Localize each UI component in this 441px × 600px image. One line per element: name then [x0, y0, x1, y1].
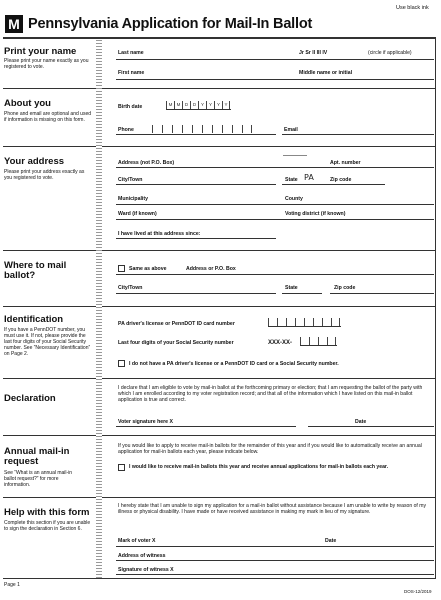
section-divider [3, 497, 436, 498]
birth-date-line [166, 109, 231, 110]
ssn-label: Last four digits of your Social Security number [118, 340, 234, 346]
mark-of-voter-label: Mark of voter X [118, 538, 156, 544]
annual-section-title: Annual mail-in request [4, 446, 70, 467]
birth-date-label: Birth date [118, 104, 143, 110]
address-section-desc: Please print your address exactly as you registered to vote. [4, 169, 85, 181]
ssn-cell [309, 337, 318, 345]
voter-signature-line[interactable] [116, 426, 296, 427]
district-label: Voting district (if known) [285, 211, 346, 217]
middle-name-label: Middle name or initial [299, 70, 353, 76]
phone-cell [192, 125, 202, 133]
mail-zip-label: Zip code [334, 285, 356, 291]
m-badge: M [5, 15, 23, 33]
last-name-line [116, 59, 434, 60]
dl-cell [295, 318, 304, 326]
section-divider [3, 88, 436, 89]
mail-state-line[interactable] [282, 293, 322, 294]
dl-cell [331, 318, 340, 326]
about-section-desc: Phone and email are optional and used if information is missing on this form. [4, 111, 92, 123]
mail-address-line[interactable] [116, 274, 434, 275]
mail-city-line[interactable] [116, 293, 276, 294]
address-scribble [283, 155, 307, 156]
annual-checkbox[interactable] [118, 464, 125, 471]
witness-signature-label: Signature of witness X [118, 567, 174, 573]
state-value[interactable]: PA [304, 173, 314, 182]
dl-cell [268, 318, 277, 326]
mail-section-title: Where to mail ballot? [4, 260, 67, 281]
dl-label: PA driver's license or PennDOT ID card number [118, 321, 235, 327]
date-cell: M [166, 101, 174, 109]
date-cell: M [174, 101, 182, 109]
phone-cell [152, 125, 162, 133]
help-section-title: Help with this form [4, 507, 90, 518]
no-id-checkbox[interactable] [118, 360, 125, 367]
ssn-cell [300, 337, 309, 345]
date-cell: Y [222, 101, 230, 109]
phone-cell [202, 125, 212, 133]
section-divider [3, 378, 436, 379]
phone-cell [212, 125, 222, 133]
ssn-line [300, 345, 337, 346]
last-name-label: Last name [118, 50, 144, 56]
dl-cell [277, 318, 286, 326]
annual-section-desc: See “What is an annual mail-in ballot request?” for more information. [4, 470, 73, 488]
phone-cell [232, 125, 242, 133]
help-date-label: Date [325, 538, 337, 544]
date-cell: D [190, 101, 198, 109]
mail-city-label: City/Town [118, 285, 143, 291]
email-line[interactable] [282, 134, 434, 135]
phone-cell [162, 125, 172, 133]
column-separator [96, 39, 102, 578]
ssn-cell [327, 337, 336, 345]
header-rule [3, 37, 436, 39]
help-section-desc: Complete this section if you are unable to sign the declaration in Section 6. [4, 520, 91, 532]
dl-cell [304, 318, 313, 326]
same-as-above-checkbox[interactable] [118, 265, 125, 272]
zip-label: Zip code [330, 177, 352, 183]
section-divider [3, 306, 436, 307]
same-as-above-label: Same as above [129, 266, 167, 272]
annual-check-label: I would like to receive mail-in ballots this year and receive annual applications for mail-in ballots each year. [129, 464, 389, 470]
address-section-title: Your address [4, 156, 65, 167]
ssn-mask: XXX-XX- [268, 340, 293, 346]
municipality-line[interactable] [116, 204, 434, 205]
lived-since-label: I have lived at this address since: [118, 231, 201, 237]
mail-state-label: State [285, 285, 298, 291]
phone-line [116, 134, 276, 135]
voter-signature-label: Voter signature here X [118, 419, 173, 425]
no-id-label: I do not have a PA driver's license or a PennDOT ID card or a Social Security number. [129, 361, 339, 367]
email-label: Email [284, 127, 298, 133]
annual-text: If you would like to apply to receive mail-in ballots for the remainder of this year and if you would like to automatically receive an annual application for mail-in ballots each year, please indicate below. [118, 443, 422, 456]
name-section-desc: Please print your name exactly as you registered to vote. [4, 58, 89, 70]
phone-cell [222, 125, 232, 133]
mail-address-label: Address or P.O. Box [186, 266, 236, 272]
declaration-date-label: Date [355, 419, 367, 425]
apt-label: Apt. number [330, 160, 361, 166]
section-divider [3, 250, 436, 251]
dl-boxes[interactable] [268, 318, 340, 326]
section-divider [3, 435, 436, 436]
name-section-title: Print your name [4, 46, 77, 57]
phone-label: Phone [118, 127, 134, 133]
lived-since-line[interactable] [116, 238, 276, 239]
date-cell: Y [198, 101, 206, 109]
id-section-desc: If you have a PennDOT number, you must use it. If not, please provide the last four digits of your Social Security number. See “Necessary Identification” on Page 2. [4, 327, 91, 357]
birth-date-boxes[interactable] [166, 101, 230, 109]
phone-boxes[interactable] [152, 125, 252, 133]
phone-cell [242, 125, 252, 133]
declaration-text: I declare that I am eligible to vote by mail-in ballot at the forthcoming primary or election; that I am requesting the ballot of the party with which I am enrolled according to my voter registration record; and that all of the information which I have listed on this mail-in ballot application is true and correct. [118, 385, 423, 404]
declaration-title: Declaration [4, 393, 56, 404]
date-cell: D [182, 101, 190, 109]
witness-signature-line[interactable] [116, 574, 434, 575]
ssn-boxes[interactable] [300, 337, 336, 345]
first-name-line [116, 79, 434, 80]
section-divider [3, 578, 436, 579]
dl-cell [286, 318, 295, 326]
street-address-label: Address (not P.O. Box) [118, 160, 175, 166]
mark-of-voter-line[interactable] [116, 546, 434, 547]
form-title: Pennsylvania Application for Mail-In Ballot [28, 16, 313, 32]
state-zip-line[interactable] [282, 184, 385, 185]
first-name-label: First name [118, 70, 145, 76]
form-code: DOS-12/2019 [404, 589, 432, 594]
municipality-label: Municipality [118, 196, 148, 202]
phone-cell [172, 125, 182, 133]
declaration-date-line[interactable] [308, 426, 434, 427]
ink-note: Use black ink [396, 5, 429, 11]
dl-cell [313, 318, 322, 326]
page-number: Page 1 [4, 582, 20, 588]
ward-label: Ward (if known) [118, 211, 157, 217]
phone-cell [182, 125, 192, 133]
section-divider [3, 146, 436, 147]
date-cell: Y [206, 101, 214, 109]
right-border [435, 39, 436, 578]
about-section-title: About you [4, 98, 51, 109]
dl-cell [322, 318, 331, 326]
dl-line [268, 326, 341, 327]
ssn-cell [318, 337, 327, 345]
help-text: I hereby state that I am unable to sign my application for a mail-in ballot without assistance because I am unable to write by reason of my illness or physical disability. I have made or have received assistance in making my mark in lieu of my signature. [118, 503, 427, 516]
state-label: State [285, 177, 298, 183]
county-label: County [285, 196, 303, 202]
witness-address-label: Address of witness [118, 553, 166, 559]
witness-address-line[interactable] [116, 560, 434, 561]
date-cell: Y [214, 101, 222, 109]
ward-line[interactable] [116, 219, 434, 220]
id-section-title: Identification [4, 314, 64, 325]
suffix-options[interactable]: Jr Sr II III IV [299, 50, 328, 56]
city-label: City/Town [118, 177, 143, 183]
city-line[interactable] [116, 184, 276, 185]
mail-zip-line[interactable] [330, 293, 434, 294]
circle-note: (circle if applicable) [368, 50, 412, 56]
street-address-line[interactable] [116, 167, 434, 168]
